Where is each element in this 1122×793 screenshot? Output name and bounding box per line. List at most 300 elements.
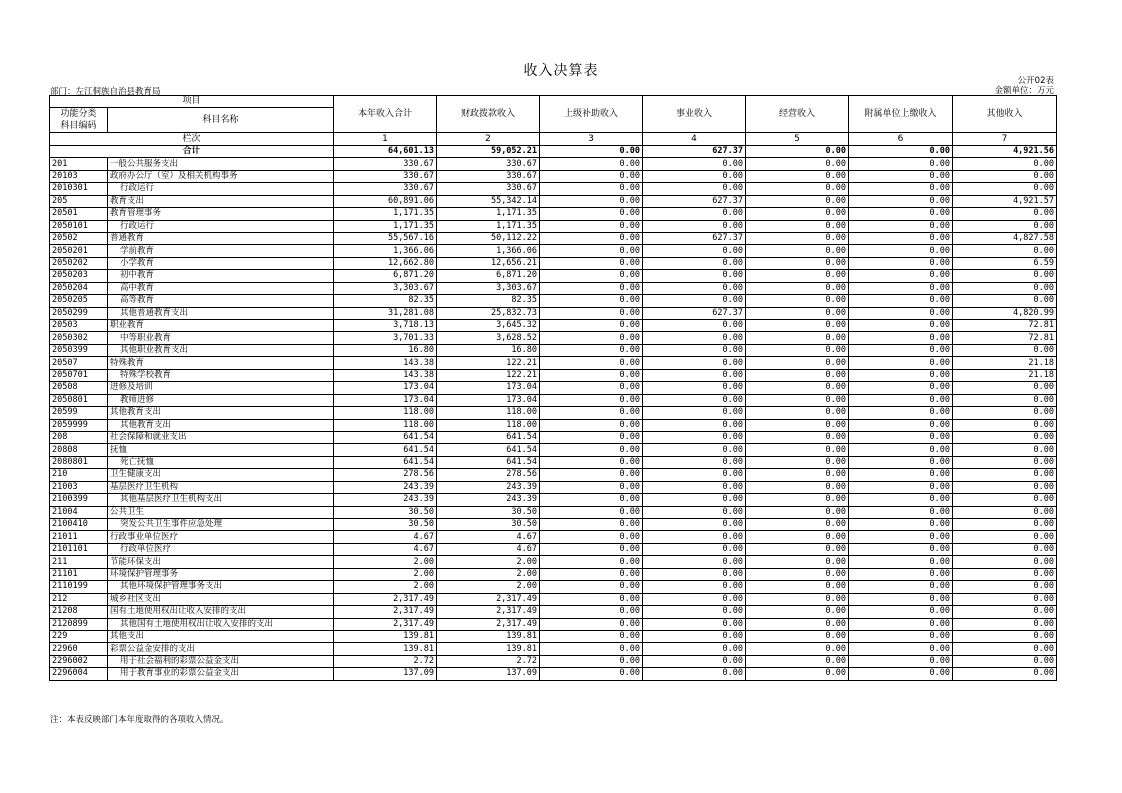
row-value: 0.00	[953, 407, 1057, 419]
row-value: 0.00	[540, 630, 643, 642]
row-code: 20503	[50, 320, 108, 332]
row-value: 0.00	[746, 556, 849, 568]
row-code: 20103	[50, 170, 108, 182]
row-value: 118.00	[437, 407, 540, 419]
table-row	[50, 630, 1057, 642]
row-value: 0.00	[643, 357, 746, 369]
row-value: 0.00	[643, 382, 746, 394]
row-value: 0.00	[746, 344, 849, 356]
row-value: 0.00	[953, 344, 1057, 356]
row-value: 1,171.35	[437, 220, 540, 232]
row-value: 0.00	[746, 606, 849, 618]
row-value: 0.00	[849, 606, 953, 618]
total-value: 4,921.56	[953, 145, 1057, 157]
row-value: 330.67	[334, 158, 437, 170]
row-subject-name: 基层医疗卫生机构	[108, 481, 334, 493]
table-row	[50, 220, 1057, 232]
row-value: 0.00	[643, 481, 746, 493]
row-code: 2050399	[50, 344, 108, 356]
table-row	[50, 506, 1057, 518]
row-subject-name: 教育支出	[108, 195, 334, 207]
row-value: 0.00	[540, 170, 643, 182]
row-value: 0.00	[643, 220, 746, 232]
row-value: 82.35	[334, 295, 437, 307]
row-subject-name: 用于社会福利的彩票公益金支出	[108, 655, 334, 667]
row-code: 2050701	[50, 369, 108, 381]
row-subject-name: 彩票公益金安排的支出	[108, 643, 334, 655]
row-value: 0.00	[953, 556, 1057, 568]
row-value: 0.00	[953, 270, 1057, 282]
row-code: 2050302	[50, 332, 108, 344]
row-value: 0.00	[953, 519, 1057, 531]
row-value: 0.00	[849, 618, 953, 630]
row-value: 0.00	[849, 332, 953, 344]
row-value: 0.00	[746, 431, 849, 443]
row-value: 0.00	[849, 556, 953, 568]
row-value: 0.00	[540, 469, 643, 481]
row-value: 0.00	[746, 220, 849, 232]
row-value: 0.00	[746, 568, 849, 580]
col-number-5: 5	[746, 133, 849, 145]
row-value: 0.00	[746, 158, 849, 170]
row-value: 2.00	[334, 568, 437, 580]
row-value: 0.00	[953, 431, 1057, 443]
row-value: 6.59	[953, 257, 1057, 269]
row-value: 4.67	[334, 531, 437, 543]
row-code: 201	[50, 158, 108, 170]
row-value: 0.00	[849, 232, 953, 244]
row-code: 2059999	[50, 419, 108, 431]
row-code: 205	[50, 195, 108, 207]
row-value: 0.00	[643, 407, 746, 419]
table-row	[50, 444, 1057, 456]
table-row	[50, 369, 1057, 381]
total-value: 64,601.13	[334, 145, 437, 157]
report-title: 收入决算表	[523, 63, 599, 79]
row-value: 0.00	[849, 543, 953, 555]
row-subject-name: 卫生健康支出	[108, 469, 334, 481]
row-value: 3,628.52	[437, 332, 540, 344]
row-value: 0.00	[540, 394, 643, 406]
row-value: 0.00	[643, 419, 746, 431]
row-value: 0.00	[849, 655, 953, 667]
row-value: 0.00	[643, 606, 746, 618]
row-code: 21004	[50, 506, 108, 518]
row-value: 0.00	[540, 208, 643, 220]
row-value: 4,921.57	[953, 195, 1057, 207]
row-value: 118.00	[334, 407, 437, 419]
row-value: 118.00	[334, 419, 437, 431]
row-value: 0.00	[643, 431, 746, 443]
row-value: 0.00	[746, 232, 849, 244]
row-code: 20599	[50, 407, 108, 419]
row-value: 30.50	[437, 506, 540, 518]
row-subject-name: 中等职业教育	[108, 332, 334, 344]
row-value: 0.00	[540, 543, 643, 555]
row-subject-name: 行政运行	[108, 220, 334, 232]
row-value: 0.00	[540, 668, 643, 680]
row-value: 0.00	[849, 220, 953, 232]
row-subject-name: 特殊教育	[108, 357, 334, 369]
row-value: 0.00	[540, 270, 643, 282]
amount-unit: 金额单位：万元	[994, 86, 1054, 96]
row-code: 2010301	[50, 183, 108, 195]
row-value: 0.00	[849, 307, 953, 319]
row-code: 2110199	[50, 581, 108, 593]
header-col-index-label: 栏次	[50, 133, 334, 145]
row-value: 0.00	[849, 382, 953, 394]
row-value: 0.00	[746, 270, 849, 282]
row-value: 641.54	[437, 431, 540, 443]
row-value: 0.00	[540, 332, 643, 344]
row-value: 50,112.22	[437, 232, 540, 244]
row-value: 0.00	[849, 431, 953, 443]
row-code: 2296002	[50, 655, 108, 667]
table-row	[50, 593, 1057, 605]
row-value: 137.09	[334, 668, 437, 680]
row-value: 278.56	[334, 469, 437, 481]
row-value: 0.00	[849, 481, 953, 493]
row-value: 0.00	[953, 469, 1057, 481]
row-value: 0.00	[746, 655, 849, 667]
table-row	[50, 407, 1057, 419]
department-label: 部门：左江侗族自治县教育局	[50, 87, 161, 97]
row-subject-name: 学前教育	[108, 245, 334, 257]
row-value: 0.00	[540, 494, 643, 506]
table-row	[50, 195, 1057, 207]
row-subject-name: 死亡抚恤	[108, 456, 334, 468]
row-value: 243.39	[334, 494, 437, 506]
table-row	[50, 270, 1057, 282]
row-value: 2.00	[437, 556, 540, 568]
row-code: 211	[50, 556, 108, 568]
row-value: 21.18	[953, 357, 1057, 369]
row-value: 0.00	[540, 531, 643, 543]
row-value: 330.67	[437, 170, 540, 182]
row-code: 2050202	[50, 257, 108, 269]
row-value: 0.00	[540, 282, 643, 294]
row-value: 0.00	[643, 581, 746, 593]
row-value: 641.54	[437, 456, 540, 468]
row-value: 2.00	[334, 581, 437, 593]
row-code: 2050201	[50, 245, 108, 257]
table-note: 注：本表反映部门本年度取得的各项收入情况。	[50, 715, 229, 725]
row-subject-name: 教育管理事务	[108, 208, 334, 220]
row-subject-name: 环境保护管理事务	[108, 568, 334, 580]
row-value: 0.00	[746, 170, 849, 182]
row-value: 0.00	[953, 295, 1057, 307]
row-value: 0.00	[746, 382, 849, 394]
row-value: 72.81	[953, 320, 1057, 332]
col-number-4: 4	[643, 133, 746, 145]
row-value: 0.00	[849, 581, 953, 593]
row-value: 0.00	[746, 469, 849, 481]
row-code: 2080801	[50, 456, 108, 468]
row-value: 0.00	[540, 220, 643, 232]
row-value: 0.00	[746, 295, 849, 307]
row-value: 173.04	[437, 382, 540, 394]
row-value: 2.72	[334, 655, 437, 667]
row-value: 0.00	[643, 593, 746, 605]
row-value: 0.00	[540, 357, 643, 369]
row-value: 0.00	[746, 643, 849, 655]
row-value: 2,317.49	[334, 606, 437, 618]
row-code: 2100399	[50, 494, 108, 506]
row-value: 55,567.16	[334, 232, 437, 244]
row-value: 0.00	[953, 593, 1057, 605]
row-value: 0.00	[953, 456, 1057, 468]
table-row	[50, 232, 1057, 244]
row-subject-name: 普通教育	[108, 232, 334, 244]
row-value: 0.00	[849, 407, 953, 419]
row-value: 0.00	[643, 655, 746, 667]
row-value: 2,317.49	[334, 618, 437, 630]
header-col-6: 附属单位上缴收入	[849, 96, 953, 133]
header-project: 项目	[50, 96, 334, 108]
row-value: 243.39	[437, 481, 540, 493]
row-code: 2050205	[50, 295, 108, 307]
table-row	[50, 208, 1057, 220]
header-col-3: 上级补助收入	[540, 96, 643, 133]
row-code: 229	[50, 630, 108, 642]
row-value: 0.00	[746, 195, 849, 207]
table-row	[50, 394, 1057, 406]
row-value: 0.00	[643, 332, 746, 344]
row-value: 0.00	[643, 208, 746, 220]
row-value: 0.00	[540, 245, 643, 257]
row-value: 0.00	[540, 320, 643, 332]
row-subject-name: 社会保障和就业支出	[108, 431, 334, 443]
row-value: 30.50	[334, 519, 437, 531]
row-value: 0.00	[746, 494, 849, 506]
row-code: 2120899	[50, 618, 108, 630]
row-subject-name: 其他基层医疗卫生机构支出	[108, 494, 334, 506]
row-value: 3,303.67	[437, 282, 540, 294]
row-value: 0.00	[953, 394, 1057, 406]
row-subject-name: 进修及培训	[108, 382, 334, 394]
row-value: 4.67	[437, 531, 540, 543]
row-value: 0.00	[849, 469, 953, 481]
row-value: 0.00	[540, 556, 643, 568]
row-code: 21003	[50, 481, 108, 493]
row-value: 0.00	[540, 369, 643, 381]
row-value: 0.00	[643, 170, 746, 182]
row-value: 0.00	[953, 419, 1057, 431]
row-value: 0.00	[746, 357, 849, 369]
total-value: 0.00	[540, 145, 643, 157]
row-value: 0.00	[643, 320, 746, 332]
row-value: 0.00	[849, 208, 953, 220]
row-value: 0.00	[540, 344, 643, 356]
row-value: 0.00	[849, 494, 953, 506]
row-value: 1,171.35	[334, 208, 437, 220]
row-value: 1,366.06	[437, 245, 540, 257]
row-value: 12,662.80	[334, 257, 437, 269]
row-subject-name: 行政单位医疗	[108, 543, 334, 555]
row-subject-name: 其他国有土地使用权出让收入安排的支出	[108, 618, 334, 630]
table-row	[50, 245, 1057, 257]
table-row	[50, 183, 1057, 195]
row-value: 4,820.99	[953, 307, 1057, 319]
row-value: 0.00	[540, 618, 643, 630]
row-value: 0.00	[746, 282, 849, 294]
row-value: 0.00	[746, 183, 849, 195]
row-value: 0.00	[643, 556, 746, 568]
row-value: 1,171.35	[437, 208, 540, 220]
row-code: 2050801	[50, 394, 108, 406]
col-number-2: 2	[437, 133, 540, 145]
row-value: 0.00	[953, 220, 1057, 232]
table-row	[50, 481, 1057, 493]
row-value: 0.00	[746, 481, 849, 493]
row-value: 139.81	[334, 630, 437, 642]
row-value: 0.00	[746, 394, 849, 406]
row-value: 3,645.32	[437, 320, 540, 332]
row-value: 0.00	[540, 456, 643, 468]
row-value: 0.00	[953, 444, 1057, 456]
row-value: 4,827.58	[953, 232, 1057, 244]
row-value: 122.21	[437, 357, 540, 369]
row-value: 0.00	[643, 494, 746, 506]
row-code: 2101101	[50, 543, 108, 555]
row-value: 2.00	[334, 556, 437, 568]
row-value: 0.00	[643, 531, 746, 543]
header-col-7: 其他收入	[953, 96, 1057, 133]
row-value: 0.00	[953, 568, 1057, 580]
row-value: 0.00	[849, 630, 953, 642]
row-value: 0.00	[849, 444, 953, 456]
row-code: 20508	[50, 382, 108, 394]
row-value: 278.56	[437, 469, 540, 481]
row-value: 0.00	[849, 270, 953, 282]
row-value: 627.37	[643, 232, 746, 244]
row-value: 0.00	[746, 444, 849, 456]
row-value: 0.00	[643, 618, 746, 630]
row-value: 0.00	[540, 444, 643, 456]
table-row	[50, 519, 1057, 531]
row-subject-name: 城乡社区支出	[108, 593, 334, 605]
row-value: 0.00	[953, 618, 1057, 630]
row-value: 0.00	[849, 456, 953, 468]
row-subject-name: 公共卫生	[108, 506, 334, 518]
row-subject-name: 行政事业单位医疗	[108, 531, 334, 543]
row-subject-name: 用于教育事业的彩票公益金支出	[108, 668, 334, 680]
row-value: 0.00	[849, 195, 953, 207]
row-value: 0.00	[643, 158, 746, 170]
row-value: 0.00	[849, 158, 953, 170]
row-value: 0.00	[746, 245, 849, 257]
row-value: 0.00	[643, 369, 746, 381]
row-value: 0.00	[953, 630, 1057, 642]
row-value: 0.00	[540, 382, 643, 394]
income-final-accounts-table	[49, 95, 1057, 681]
row-subject-name: 其他职业教育支出	[108, 344, 334, 356]
row-subject-name: 抚恤	[108, 444, 334, 456]
row-value: 0.00	[746, 581, 849, 593]
table-row	[50, 556, 1057, 568]
row-subject-name: 行政运行	[108, 183, 334, 195]
row-value: 627.37	[643, 307, 746, 319]
table-row	[50, 257, 1057, 269]
table-row	[50, 344, 1057, 356]
header-func-code-line2: 科目编码	[60, 121, 97, 132]
row-value: 0.00	[849, 183, 953, 195]
row-value: 0.00	[849, 257, 953, 269]
row-code: 20507	[50, 357, 108, 369]
row-value: 0.00	[953, 668, 1057, 680]
row-value: 2,317.49	[437, 593, 540, 605]
row-value: 0.00	[746, 456, 849, 468]
row-value: 0.00	[540, 183, 643, 195]
row-code: 21208	[50, 606, 108, 618]
col-number-1: 1	[334, 133, 437, 145]
row-value: 2,317.49	[437, 618, 540, 630]
row-value: 0.00	[953, 531, 1057, 543]
row-value: 6,871.20	[334, 270, 437, 282]
row-value: 0.00	[643, 257, 746, 269]
row-value: 0.00	[849, 668, 953, 680]
total-value: 0.00	[849, 145, 953, 157]
row-value: 0.00	[849, 419, 953, 431]
total-value: 0.00	[746, 145, 849, 157]
header-col-2: 财政拨款收入	[437, 96, 540, 133]
row-value: 0.00	[746, 257, 849, 269]
table-row	[50, 581, 1057, 593]
row-value: 641.54	[334, 444, 437, 456]
table-row	[50, 643, 1057, 655]
row-value: 0.00	[643, 568, 746, 580]
form-number: 公开02表	[1017, 76, 1054, 86]
row-value: 0.00	[953, 158, 1057, 170]
total-value: 59,052.21	[437, 145, 540, 157]
row-code: 20808	[50, 444, 108, 456]
row-value: 0.00	[849, 282, 953, 294]
table-row	[50, 295, 1057, 307]
row-value: 0.00	[849, 519, 953, 531]
row-code: 20502	[50, 232, 108, 244]
table-row	[50, 158, 1057, 170]
row-value: 0.00	[849, 531, 953, 543]
row-value: 72.81	[953, 332, 1057, 344]
row-value: 55,342.14	[437, 195, 540, 207]
row-code: 22960	[50, 643, 108, 655]
row-value: 0.00	[746, 618, 849, 630]
row-value: 330.67	[437, 183, 540, 195]
row-value: 641.54	[334, 456, 437, 468]
row-subject-name: 小学教育	[108, 257, 334, 269]
row-code: 2050204	[50, 282, 108, 294]
row-value: 0.00	[643, 394, 746, 406]
row-subject-name: 高中教育	[108, 282, 334, 294]
row-subject-name: 其他普通教育支出	[108, 307, 334, 319]
row-subject-name: 职业教育	[108, 320, 334, 332]
row-value: 0.00	[953, 543, 1057, 555]
row-subject-name: 高等教育	[108, 295, 334, 307]
row-value: 0.00	[540, 581, 643, 593]
row-subject-name: 其他环境保护管理事务支出	[108, 581, 334, 593]
row-value: 0.00	[746, 208, 849, 220]
row-value: 0.00	[953, 282, 1057, 294]
row-value: 12,656.21	[437, 257, 540, 269]
row-value: 0.00	[849, 344, 953, 356]
row-value: 0.00	[953, 208, 1057, 220]
header-func-code-line1: 功能分类	[60, 109, 97, 120]
row-value: 4.67	[437, 543, 540, 555]
row-subject-name: 特殊学校教育	[108, 369, 334, 381]
row-value: 0.00	[849, 506, 953, 518]
table-row	[50, 469, 1057, 481]
row-value: 2,317.49	[334, 593, 437, 605]
